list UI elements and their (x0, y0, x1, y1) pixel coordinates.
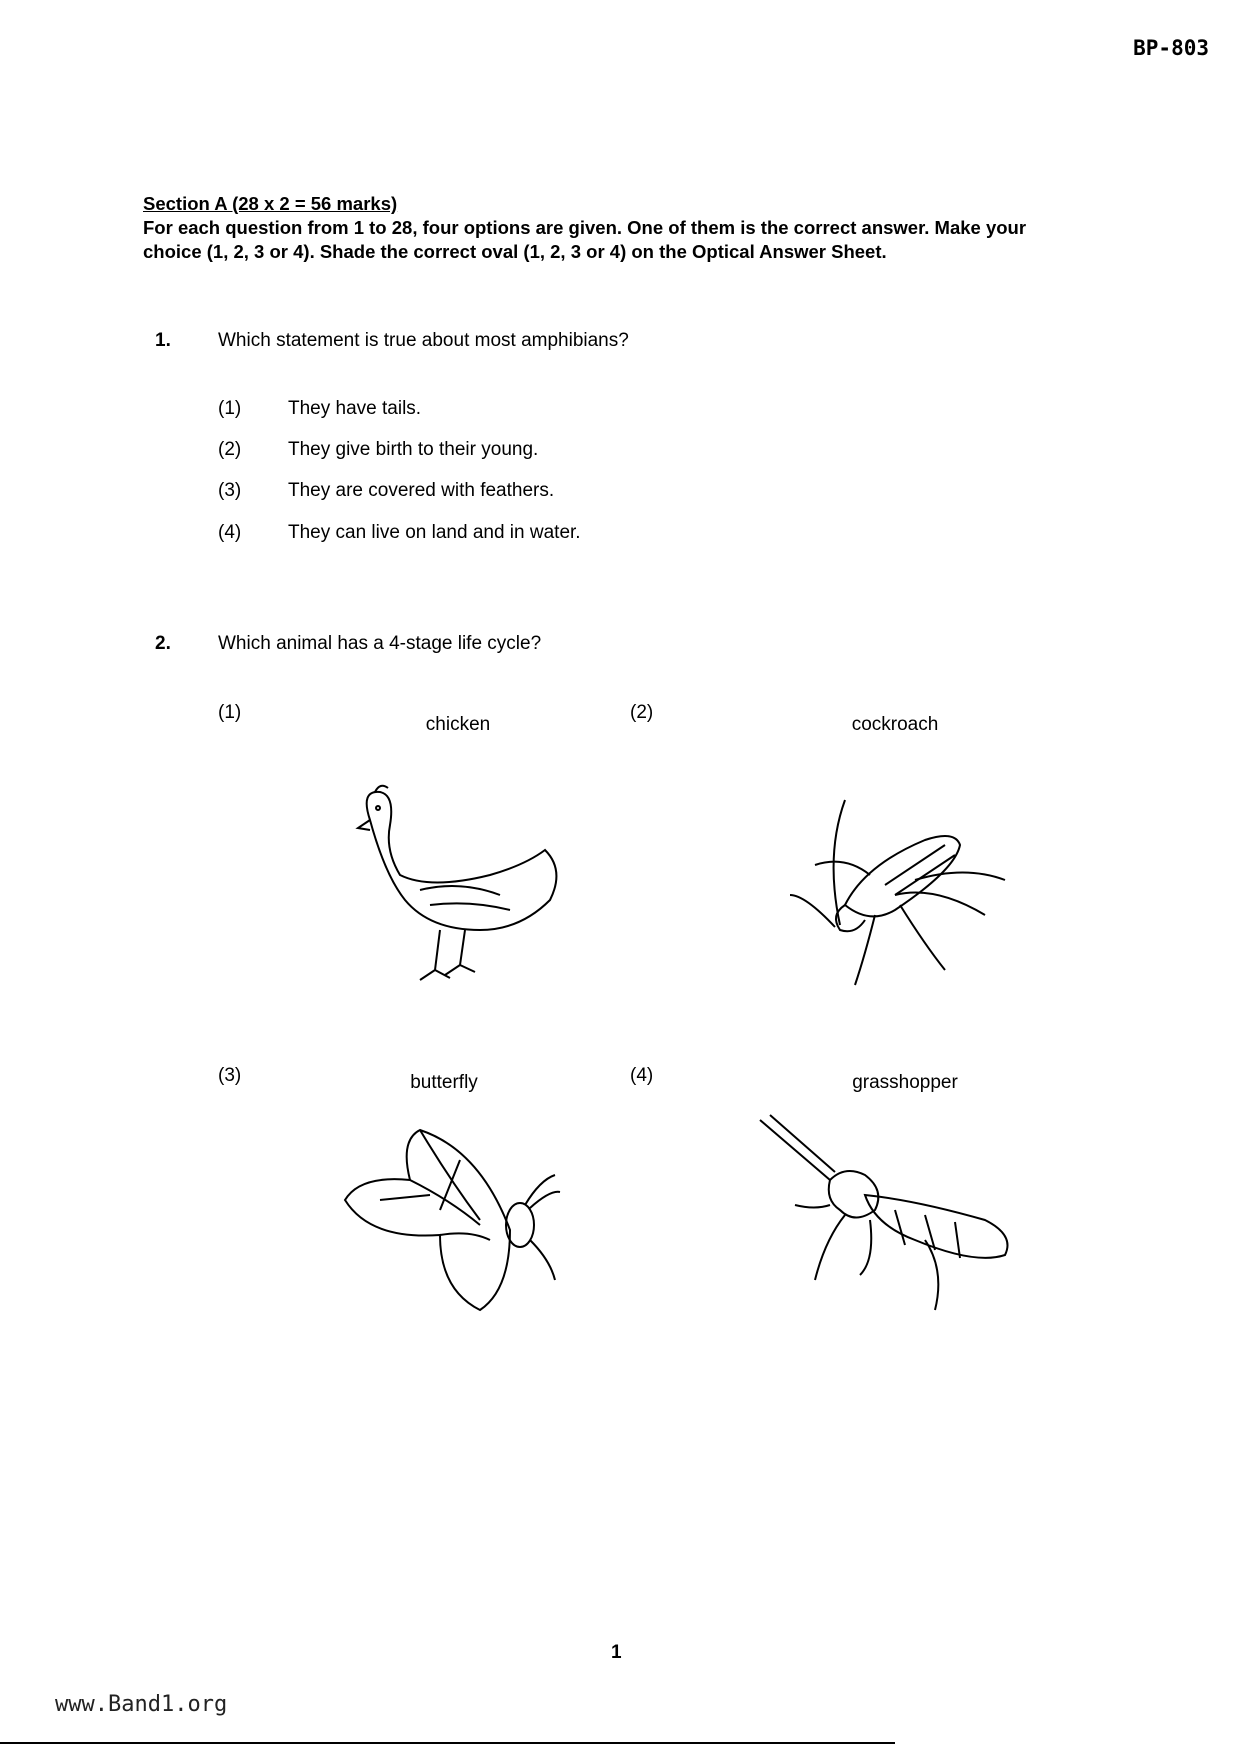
option-number: (1) (218, 702, 242, 723)
option-number: (4) (630, 1065, 654, 1086)
option-text: They give birth to their young. (288, 439, 539, 460)
option-text: They are covered with feathers. (288, 480, 555, 501)
section-title: Section A (28 x 2 = 56 marks) (143, 193, 398, 214)
grasshopper-icon (755, 1110, 1025, 1320)
option-number: (3) (218, 480, 242, 501)
option-number: (3) (218, 1065, 242, 1086)
option-label-grasshopper: grasshopper (852, 1072, 958, 1093)
question-text: Which statement is true about most amphibians? (218, 330, 629, 351)
paper-code: BP-803 (1133, 36, 1209, 60)
option-number: (4) (218, 522, 242, 543)
bottom-rule (0, 1742, 895, 1744)
option-text: They can live on land and in water. (288, 522, 581, 543)
option-number: (2) (218, 439, 242, 460)
chicken-icon (340, 780, 580, 1000)
instructions-text: For each question from 1 to 28, four options are given. One of them is the correct answer. Make your choice (1, 2, 3 or 4). Shade the correct oval (1, 2, 3 or 4) on the Optical Answer Sheet. (143, 217, 1027, 262)
question-number: 1. (155, 330, 171, 351)
option-number: (1) (218, 398, 242, 419)
cockroach-icon (785, 795, 1015, 995)
option-label-butterfly: butterfly (410, 1072, 478, 1093)
option-text: They have tails. (288, 398, 422, 419)
question-number: 2. (155, 633, 171, 654)
option-label-cockroach: cockroach (851, 714, 939, 735)
website-watermark: www.Band1.org (55, 1692, 228, 1717)
page-number: 1 (611, 1642, 622, 1663)
butterfly-icon (340, 1120, 570, 1320)
question-text: Which animal has a 4-stage life cycle? (218, 633, 542, 654)
section-instructions (143, 192, 1083, 264)
option-number: (2) (630, 702, 654, 723)
option-label-chicken: chicken (425, 714, 491, 735)
